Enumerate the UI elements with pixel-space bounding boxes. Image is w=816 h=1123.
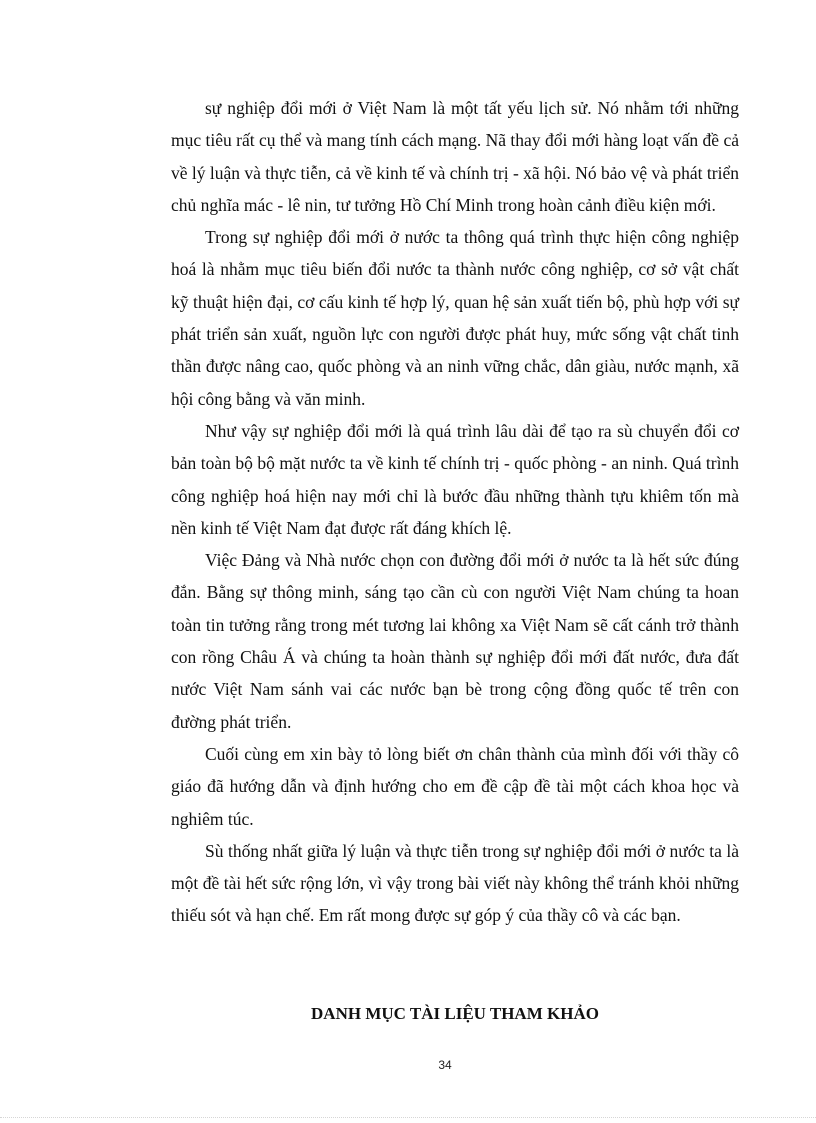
references-heading: DANH MỤC TÀI LIỆU THAM KHẢO xyxy=(311,1004,599,1023)
paragraph-2: Trong sự nghiệp đổi mới ở nước ta thông quá trình thực hiện công nghiệp hoá là nhằm mục tiêu biến đổi nước ta thành nước công nghiệp, cơ sở vật chất kỹ thuật hiện đại, cơ cấu kinh tế hợp lý, quan hệ sản xuất tiến bộ, phù hợp với sự phát triển sản xuất, nguồn lực con người được phát huy, mức sống vật chất tinh thần được nâng cao, quốc phòng và an ninh vững chắc, dân giàu, nước mạnh, xã hội công bằng và văn minh. xyxy=(171,227,739,409)
page-bottom-divider xyxy=(0,1117,816,1118)
body-text xyxy=(171,92,739,932)
paragraph-6: Sù thống nhất giữa lý luận và thực tiễn trong sự nghiệp đổi mới ở nước ta là một đề tài hết sức rộng lớn, vì vậy trong bài viết này không thể tránh khỏi những thiếu sót và hạn chế. Em rất mong được sự góp ý của thầy cô và các bạn. xyxy=(171,840,739,926)
page-number: 34 xyxy=(438,1058,452,1072)
paragraph-4: Việc Đảng và Nhà nước chọn con đường đổi mới ở nước ta là hết sức đúng đắn. Bằng sự thông minh, sáng tạo cần cù con người Việt Nam chúng ta hoan toàn tin tưởng rằng trong mét tương lai không xa Việt Nam sẽ cất cánh trở thành con rồng Châu Á và chúng ta hoàn thành sự nghiệp đổi mới đất nước, đưa đất nước Việt Nam sánh vai các nước bạn bè trong cộng đồng quốc tế trên con đường phát triển. xyxy=(171,550,739,732)
paragraph-3: Như vậy sự nghiệp đổi mới là quá trình lâu dài để tạo ra sù chuyển đổi cơ bản toàn bộ bộ mặt nước ta về kinh tế chính trị - quốc phòng - an ninh. Quá trình công nghiệp hoá hiện nay mới chỉ là bước đầu những thành tựu khiêm tốn mà nền kinh tế Việt Nam đạt được rất đáng khích lệ. xyxy=(171,420,739,538)
paragraph-5: Cuối cùng em xin bày tỏ lòng biết ơn chân thành của mình đối với thầy cô giáo đã hướng dẫn và định hướng cho em đề cập đề tài một cách khoa học và nghiêm túc. xyxy=(171,743,739,829)
paragraph-1: sự nghiệp đổi mới ở Việt Nam là một tất yếu lịch sử. Nó nhằm tới những mục tiêu rất cụ thể và mang tính cách mạng. Nã thay đổi mới hàng loạt vấn đề cả về lý luận và thực tiễn, cả về kinh tế và chính trị - xã hội. Nó bảo vệ và phát triển chủ nghĩa mác - lê nin, tư tưởng Hồ Chí Minh trong hoàn cảnh điều kiện mới. xyxy=(171,98,739,215)
